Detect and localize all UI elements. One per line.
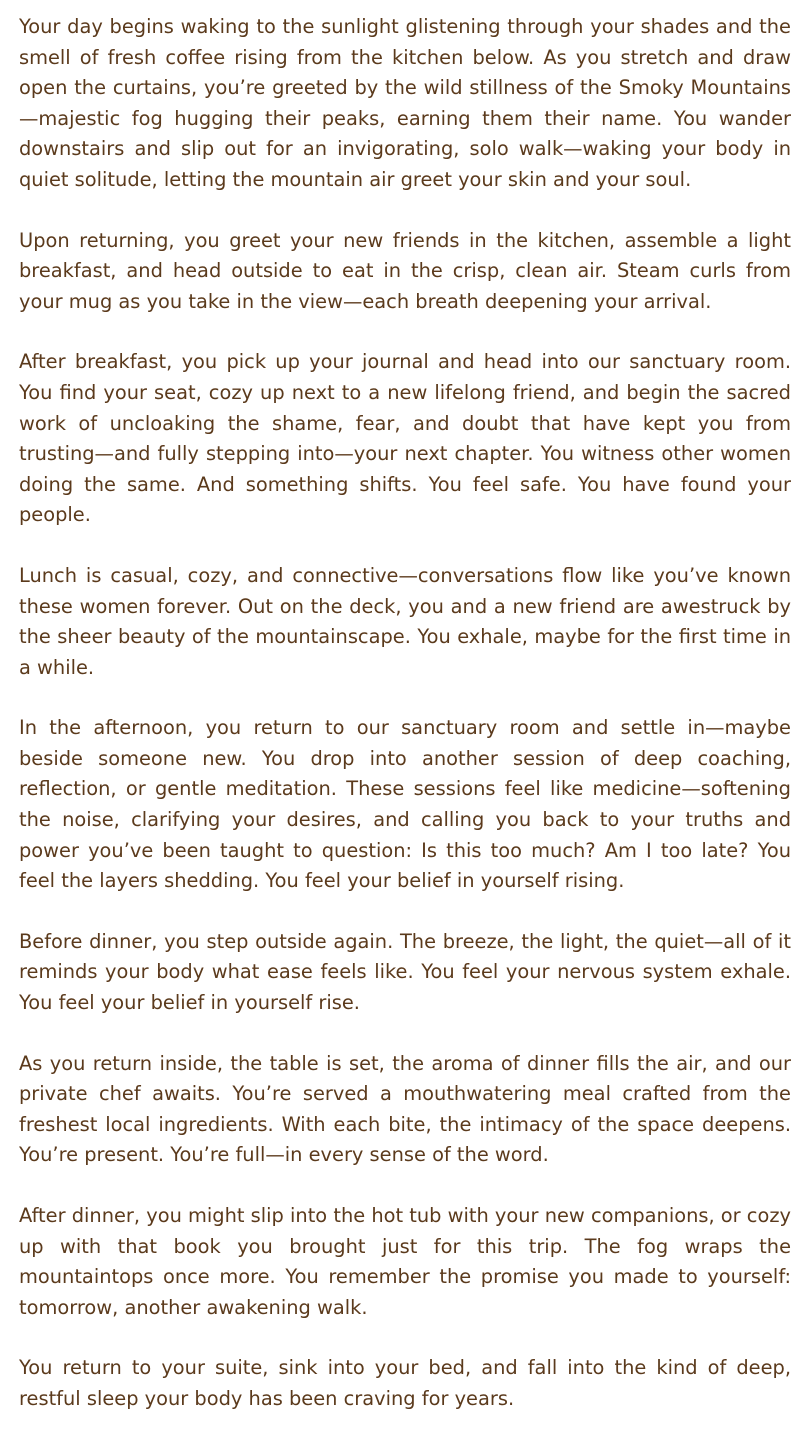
paragraph-afternoon-session: In the afternoon, you return to our sanctuary room and settle in—maybe beside someone new. You drop into another session of deep coaching, reflection, or gentle meditation. These sessions feel like medicine—softening the noise, clarifying your desires, and calling you back to your truths and power you’ve been taught to question: Is this too much? Am I too late? You feel the layers shedding. You feel your belief in yourself rising. — [19, 716, 791, 893]
paragraph-sleep: You return to your suite, sink into your bed, and fall into the kind of deep, restful sleep your body has been craving for years. — [19, 1356, 791, 1410]
paragraph-dinner: As you return inside, the table is set, the aroma of dinner fills the air, and our private chef awaits. You’re served a mouthwatering meal crafted from the freshest local ingredients. With each bite, the intimacy of the space deepens. You’re present. You’re full—in every sense of the word. — [19, 1051, 791, 1167]
paragraph-morning-session: After breakfast, you pick up your journal and head into our sanctuary room. You find your seat, cozy up next to a new lifelong friend, and begin the sacred work of uncloaking the shame, fear, and doubt that have kept you from trusting—and fully stepping into—your next chapter. You witness other women doing the same. And something shifts. You feel safe. You have found your people. — [19, 350, 791, 527]
paragraph-morning-wake: Your day begins waking to the sunlight glistening through your shades and the smell of fresh coffee rising from the kitchen below. As you stretch and draw open the curtains, you’re greeted by the wild stillness of the Smoky Mountains—majestic fog hugging their peaks, earning them their name. You wander downstairs and slip out for an invigorating, solo walk—waking your body in quiet solitude, letting the mountain air greet your skin and your soul. — [19, 15, 791, 191]
paragraph-lunch: Lunch is casual, cozy, and connective—conversations flow like you’ve known these women forever. Out on the deck, you and a new friend are awestruck by the sheer beauty of the mountainscape. You exhale, maybe for the first time in a while. — [19, 563, 791, 679]
paragraph-breakfast: Upon returning, you greet your new friends in the kitchen, assemble a light breakfast, and head outside to eat in the crisp, clean air. Steam curls from your mug as you take in the view—each breath deepening your arrival. — [19, 228, 791, 313]
paragraph-before-dinner: Before dinner, you step outside again. The breeze, the light, the quiet—all of it reminds your body what ease feels like. You feel your nervous system exhale. You feel your belief in yourself rise. — [19, 929, 791, 1015]
paragraph-after-dinner: After dinner, you might slip into the hot tub with your new companions, or cozy up with that book you brought just for this trip. The fog wraps the mountaintops once more. You remember the promise you made to yourself: tomorrow, another awakening walk. — [19, 1204, 791, 1319]
